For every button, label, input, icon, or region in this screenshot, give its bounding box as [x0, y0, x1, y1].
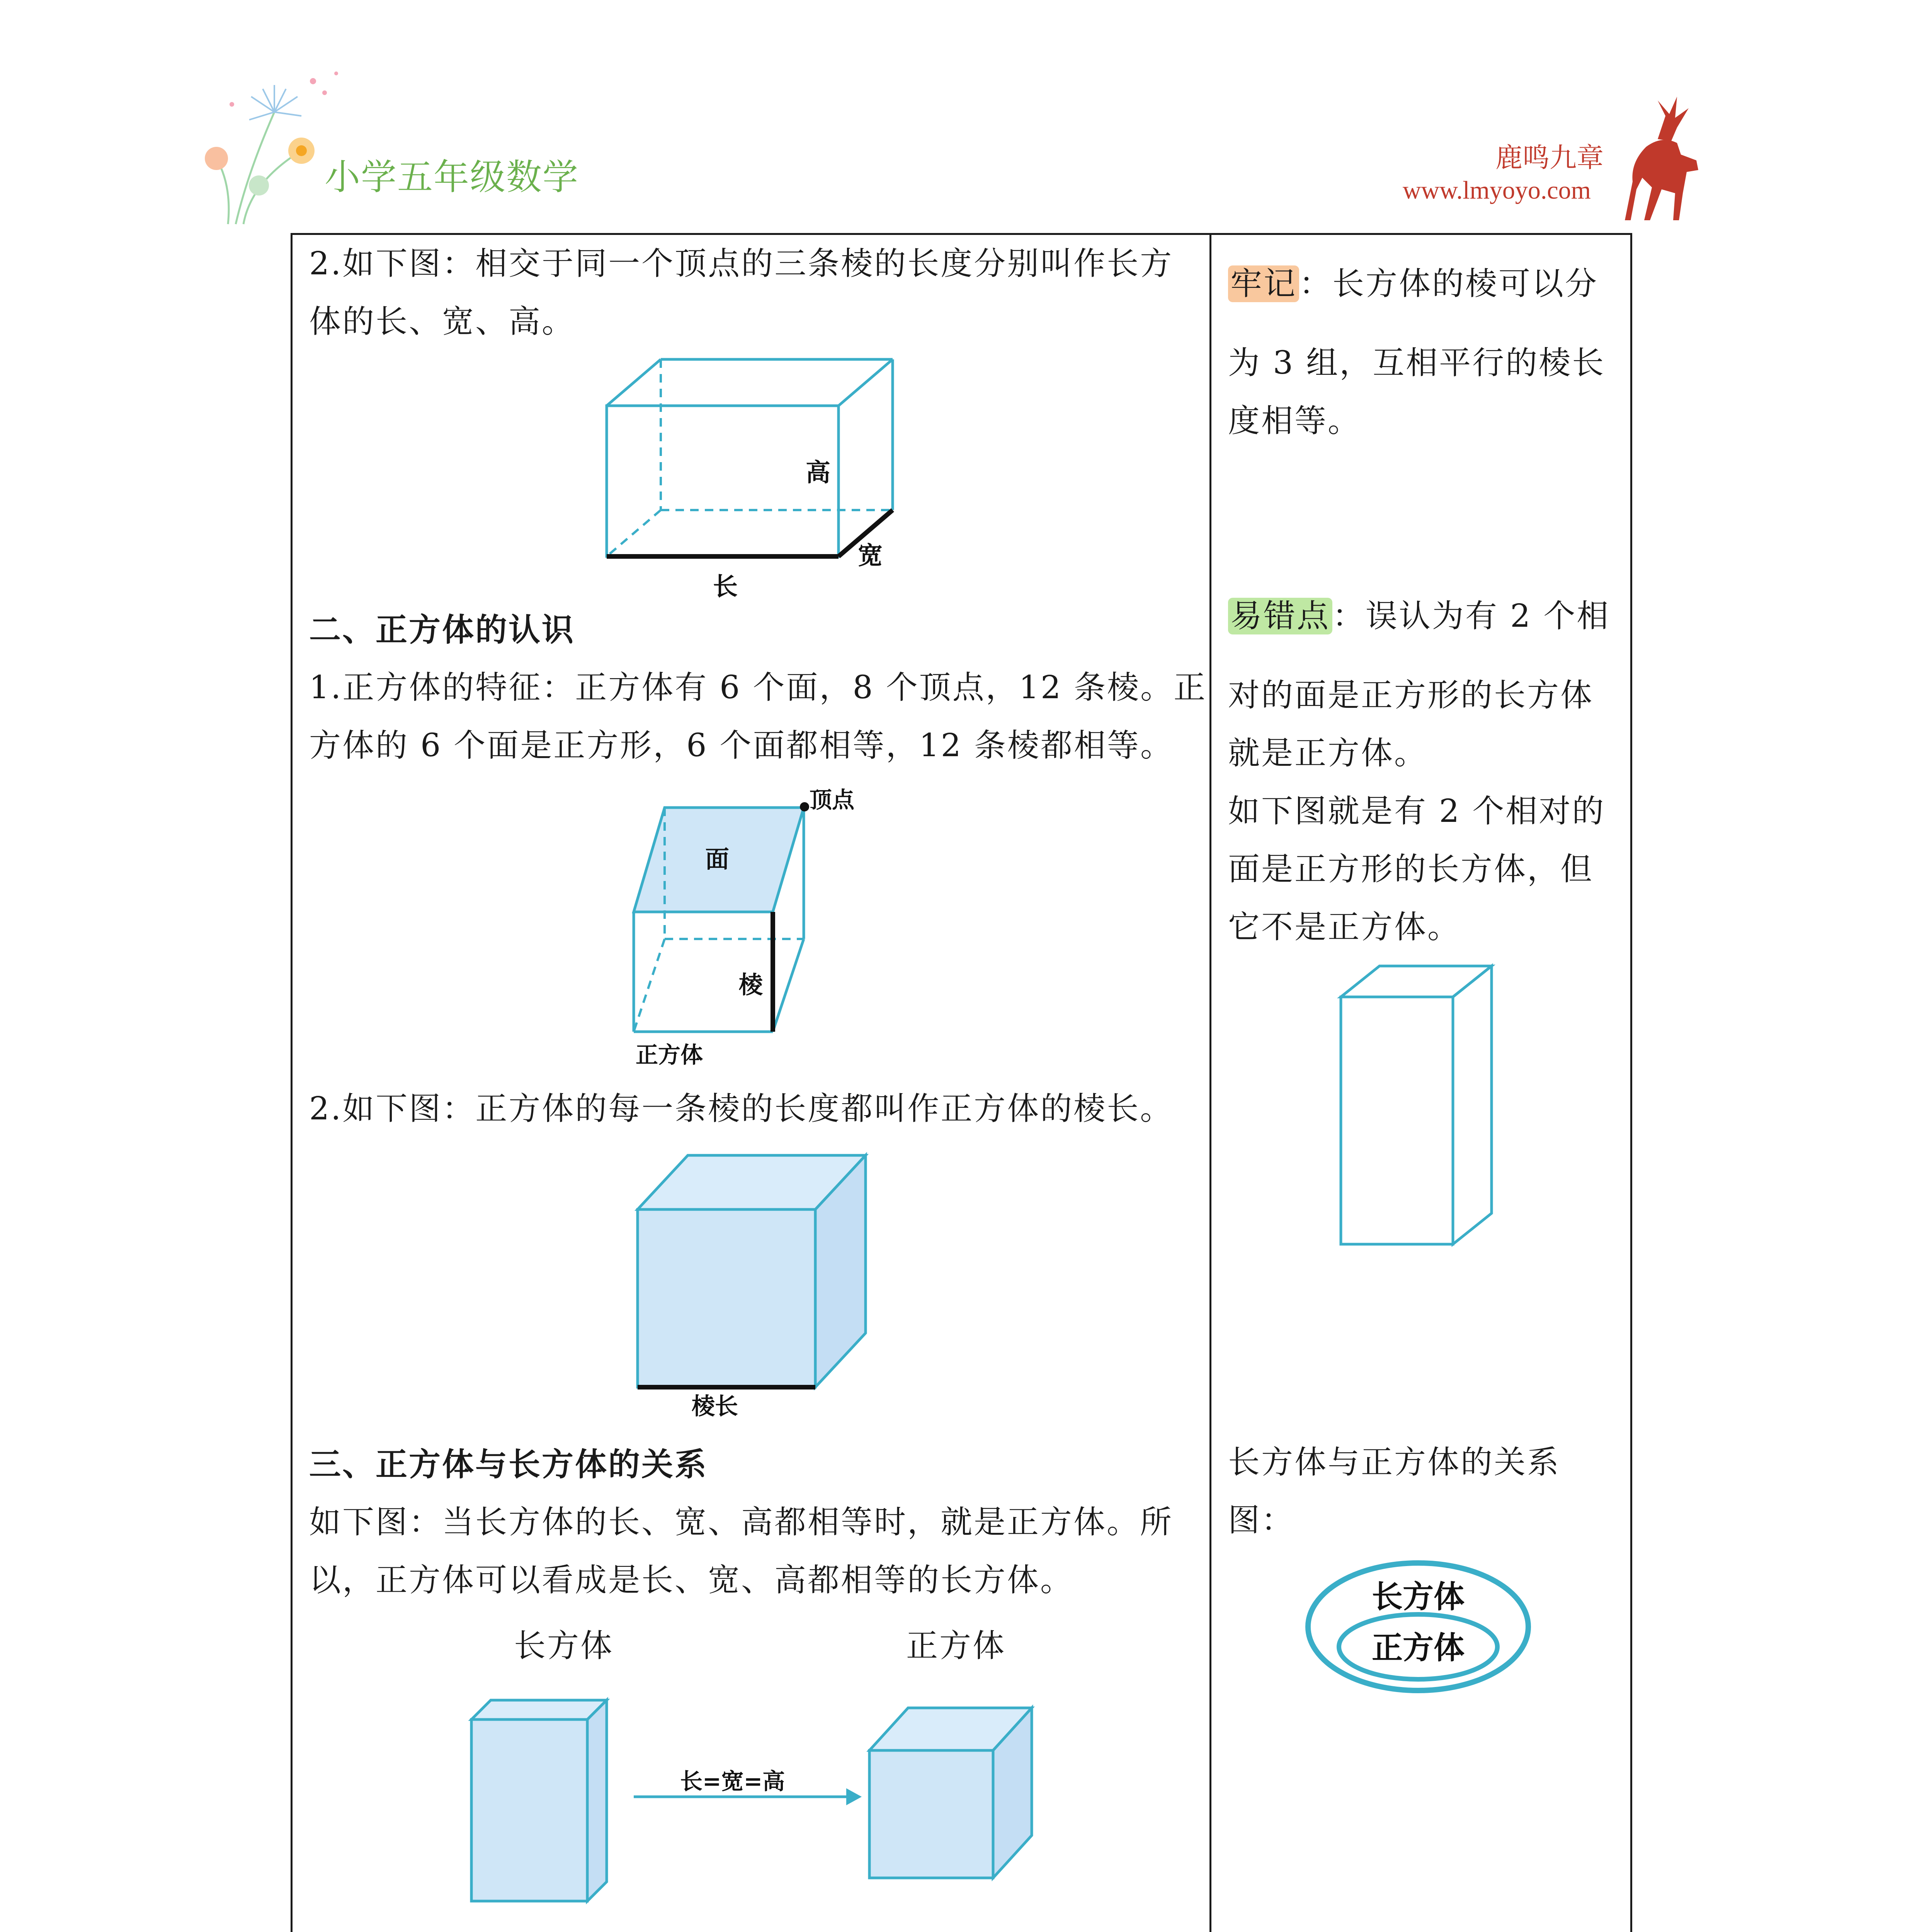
note-2-line2: 对的面是正方形的长方体	[1228, 677, 1594, 714]
cube-edge-length-diagram	[626, 1144, 873, 1430]
note-3-line2: 图：	[1228, 1502, 1295, 1539]
label-leng: 棱	[739, 971, 763, 999]
note-2-line5: 面是正方形的长方体，但	[1228, 851, 1594, 888]
fig4-right-label: 正方体	[906, 1628, 1006, 1664]
note-2-line6: 它不是正方体。	[1228, 909, 1461, 946]
note-2-line3: 就是正方体。	[1228, 735, 1428, 772]
tall-cuboid-diagram	[1337, 962, 1507, 1256]
cuboid-diagram	[595, 348, 943, 611]
section-2-title: 二、正方体的认识	[309, 611, 575, 648]
cuboid-to-cube-diagram	[464, 1692, 1051, 1917]
note-tag-yicuodian: 易错点	[1228, 598, 1332, 634]
s1-intro-line2: 体的长、宽、高。	[309, 303, 575, 340]
cube-features-diagram	[618, 788, 881, 1074]
deer-logo-icon	[1600, 93, 1727, 220]
brand-right-url: www.lmyoyo.com	[1403, 176, 1591, 204]
s3-p-line1: 如下图：当长方体的长、宽、高都相等时，就是正方体。所	[309, 1504, 1174, 1541]
note-2-text: ：误认为有 2 个相	[1332, 598, 1610, 634]
column-divider	[1209, 233, 1211, 1932]
note-2-line1	[1228, 587, 1610, 645]
note-1-line2: 为 3 组，互相平行的棱长	[1228, 345, 1606, 381]
label-kuan: 宽	[858, 541, 883, 570]
venn-inner-label: 正方体	[1372, 1629, 1465, 1666]
label-lengchang: 棱长	[692, 1393, 738, 1420]
note-1-line3: 度相等。	[1228, 403, 1361, 439]
label-gao: 高	[806, 458, 830, 487]
venn-outer-label: 长方体	[1372, 1578, 1465, 1615]
note-3-line1: 长方体与正方体的关系	[1228, 1444, 1561, 1481]
s3-p-line2: 以，正方体可以看成是长、宽、高都相等的长方体。	[309, 1562, 1074, 1599]
dandelion-logo-icon	[185, 58, 348, 232]
label-dingdian: 顶点	[810, 788, 855, 813]
s2-p1-line1: 1.正方体的特征：正方体有 6 个面，8 个顶点，12 条棱。正	[309, 669, 1207, 706]
note-1-line1	[1228, 255, 1598, 313]
section-3-title: 三、正方体与长方体的关系	[309, 1446, 708, 1483]
fig4-left-label: 长方体	[514, 1628, 614, 1664]
note-2-line4: 如下图就是有 2 个相对的	[1228, 793, 1606, 830]
note-tag-laoji: 牢记	[1228, 265, 1299, 302]
label-zhengfangti: 正方体	[636, 1042, 703, 1068]
s3-conclusion	[564, 1926, 930, 1932]
label-chang: 长	[713, 572, 738, 601]
label-mian: 面	[705, 845, 730, 873]
brand-right-name: 鹿鸣九章	[1495, 142, 1604, 173]
relation-venn-diagram	[1302, 1557, 1534, 1696]
brand-left-title: 小学五年级数学	[325, 156, 579, 198]
s2-p1-line2: 方体的 6 个面是正方形，6 个面都相等，12 条棱都相等。	[309, 727, 1174, 764]
note-1-text: ：长方体的棱可以分	[1299, 265, 1599, 302]
arrow-label: 长=宽=高	[680, 1768, 785, 1794]
s2-p2: 2.如下图：正方体的每一条棱的长度都叫作正方体的棱长。	[309, 1090, 1174, 1127]
s1-intro-line1: 2.如下图：相交于同一个顶点的三条棱的长度分别叫作长方	[309, 245, 1174, 282]
header	[0, 0, 1917, 232]
